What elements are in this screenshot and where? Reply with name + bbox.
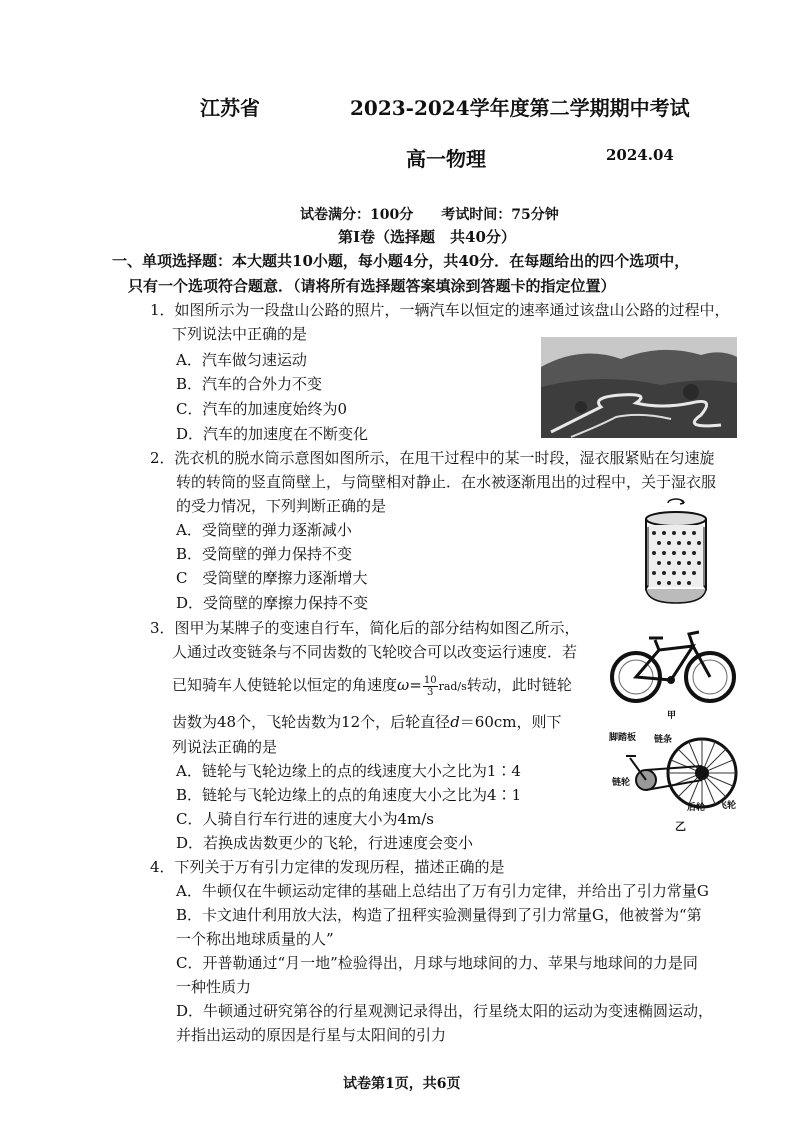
q1-option-b: B．汽车的合外力不变 — [176, 375, 323, 393]
subject-title: 高一物理 — [406, 147, 486, 171]
q3-line4-post: ＝60cm，则下 — [459, 713, 562, 731]
q1-option-c: C．汽车的加速度始终为0 — [176, 400, 348, 418]
section-title-line2: 只有一个选项符合题意．（请将所有选择题答案填涂到答题卡的指定位置） — [128, 277, 616, 295]
q1-stem-line1: 1．如图所示为一段盘山公路的照片，一辆汽车以恒定的速率通过该盘山公路的过程中， — [150, 301, 730, 319]
q3-stem-line1: 3．图甲为某牌子的变速自行车，简化后的部分结构如图乙所示， — [150, 619, 580, 637]
volume-title: 第Ⅰ卷（选择题 共40分） — [338, 228, 516, 246]
q4-stem-line1: 4．下列关于万有引力定律的发现历程，描述正确的是 — [150, 858, 505, 876]
q3-stem-line5: 列说法正确的是 — [172, 738, 278, 756]
section-title-line1: 一、单项选择题：本大题共10小题，每小题4分，共40分．在每题给出的四个选项中， — [112, 252, 690, 270]
province-label: 江苏省 — [200, 96, 260, 120]
q1-stem-line2: 下列说法中正确的是 — [172, 325, 308, 343]
q3-line3-pre: 已知骑车人使链轮以恒定的角速度 — [172, 676, 398, 694]
q2-option-b: B．受筒壁的弹力保持不变 — [176, 545, 353, 563]
q4-option-d-line2: 并指出运动的原因是行星与太阳间的引力 — [176, 1026, 447, 1044]
diameter-symbol: d — [450, 713, 460, 731]
q2-stem-line3: 的受力情况，下列判断正确的是 — [176, 497, 387, 515]
q3-line4-pre: 齿数为48个，飞轮齿数为12个，后轮直径 — [172, 713, 451, 731]
q3-stem-line2: 人通过改变链条与不同齿数的飞轮咬合可以改变运行速度．若 — [172, 643, 578, 661]
mountain-road-photo — [541, 337, 737, 438]
exam-meta: 试卷满分：100分 考试时间：75分钟 — [300, 207, 559, 223]
q2-option-c: C 受筒壁的摩擦力逐渐增大 — [176, 569, 368, 587]
q2-stem-line1: 2．洗衣机的脱水筒示意图如图所示，在甩干过程中的某一时段，湿衣服紧贴在匀速旋 — [150, 449, 715, 467]
q4-option-b-line1: B．卡文迪什利用放大法，构造了扭秤实验测量得到了引力常量G，他被誉为“第 — [176, 906, 702, 924]
fraction-denominator: 3 — [427, 686, 434, 698]
q1-option-a: A．汽车做匀速运动 — [176, 351, 307, 369]
q3-stem-line4 — [172, 711, 562, 733]
fraction-numerator: 10 — [423, 674, 437, 686]
spin-drum-figure — [638, 497, 714, 609]
exam-date: 2024.04 — [606, 146, 674, 164]
q4-option-c-line2: 一种性质力 — [176, 978, 252, 996]
q3-option-d: D．若换成齿数更少的飞轮，行进速度会变小 — [176, 834, 474, 852]
q4-option-a: A．牛顿仅在牛顿运动定律的基础上总结出了万有引力定律，并给出了引力常量G — [176, 882, 709, 900]
q4-option-d-line1: D．牛顿通过研究第谷的行星观测记录得出，行星绕太阳的运动为变速椭圆运动， — [176, 1002, 714, 1020]
q2-option-d: D．受筒壁的摩擦力保持不变 — [176, 594, 369, 612]
label-rear-wheel: 后轮 — [687, 803, 706, 813]
figure-label-jia: 甲 — [667, 711, 677, 721]
page-footer: 试卷第1页，共6页 — [343, 1076, 461, 1092]
figure-label-yi: 乙 — [675, 820, 686, 833]
omega-fraction — [423, 675, 438, 698]
angular-unit: rad/s — [438, 680, 467, 693]
q3-option-c: C．人骑自行车行进的速度大小为4m/s — [176, 810, 434, 828]
q1-option-d: D．汽车的加速度在不断变化 — [176, 425, 369, 443]
q3-option-a: A．链轮与飞轮边缘上的点的线速度大小之比为1∶4 — [176, 762, 521, 780]
omega-symbol: ω= — [397, 676, 422, 694]
q3-stem-line3 — [172, 671, 572, 699]
label-chain: 链条 — [654, 735, 673, 745]
q3-option-b: B．链轮与飞轮边缘上的点的角速度大小之比为4∶1 — [176, 786, 522, 804]
label-pedal: 脚踏板 — [609, 733, 637, 743]
q4-option-c-line1: C．开普勒通过“月一地”检验得出，月球与地球间的力、苹果与地球间的力是同 — [176, 954, 698, 972]
q2-stem-line2: 转的转筒的竖直筒壁上，与筒壁相对静止．在水被逐渐甩出的过程中，关于湿衣服 — [176, 473, 717, 491]
label-chainring: 链轮 — [612, 778, 631, 788]
exam-title: 2023-2024学年度第二学期期中考试 — [350, 96, 690, 120]
label-flywheel: 飞轮 — [718, 801, 737, 811]
q3-line3-post: 转动，此时链轮 — [466, 676, 572, 694]
q4-option-b-line2: 一个称出地球质量的人” — [176, 930, 334, 948]
bicycle-figure — [609, 622, 737, 706]
q2-option-a: A．受筒壁的弹力逐渐减小 — [176, 521, 352, 539]
